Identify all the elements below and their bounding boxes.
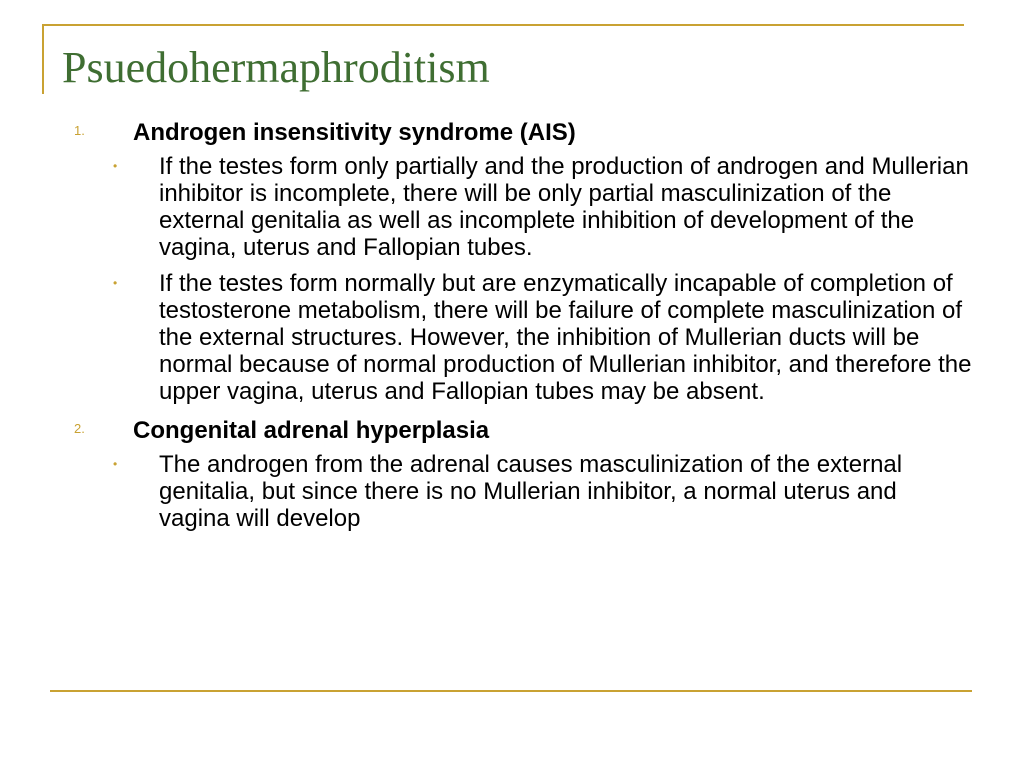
bullet-item (0, 451, 1024, 532)
slide-content (0, 116, 1024, 541)
list-number: 2. (74, 421, 85, 436)
list-number: 1. (74, 123, 85, 138)
bullet-item (0, 270, 1024, 405)
bullet-text: If the testes form only partially and the production of androgen and Mullerian inhibitor is incomplete, there will be only partial masculinization of the external genitalia as well as incomplete inhibition of development of the vagina, uterus and Fallopian tubes. (159, 153, 969, 261)
frame-left-rule (42, 24, 44, 94)
bullet-text: The androgen from the adrenal causes masculinization of the external genitalia, but since there is no Mullerian inhibitor, a normal uterus and vagina will develop (159, 451, 903, 532)
section-heading: Congenital adrenal hyperplasia (133, 417, 490, 444)
bullet-dot: • (113, 159, 118, 173)
bullet-dot: • (113, 457, 118, 471)
section-heading: Androgen insensitivity syndrome (AIS) (133, 119, 576, 146)
bullet-item (0, 153, 1024, 261)
slide-title: Psuedohermaphroditism (62, 43, 490, 92)
frame-bottom-rule (50, 690, 972, 692)
bullet-dot: • (113, 276, 118, 290)
numbered-item-ais (0, 116, 1024, 149)
numbered-item-cah (0, 414, 1024, 447)
frame-top-rule (42, 24, 964, 26)
bullet-text: If the testes form normally but are enzymatically incapable of completion of testosterone metabolism, there will be failure of complete masculinization of the external structures. However, the inhibition of Mullerian ducts will be normal because of normal production of Mullerian inhibitor, and therefore the upper vagina, uterus and Fallopian tubes may be absent. (159, 270, 972, 405)
